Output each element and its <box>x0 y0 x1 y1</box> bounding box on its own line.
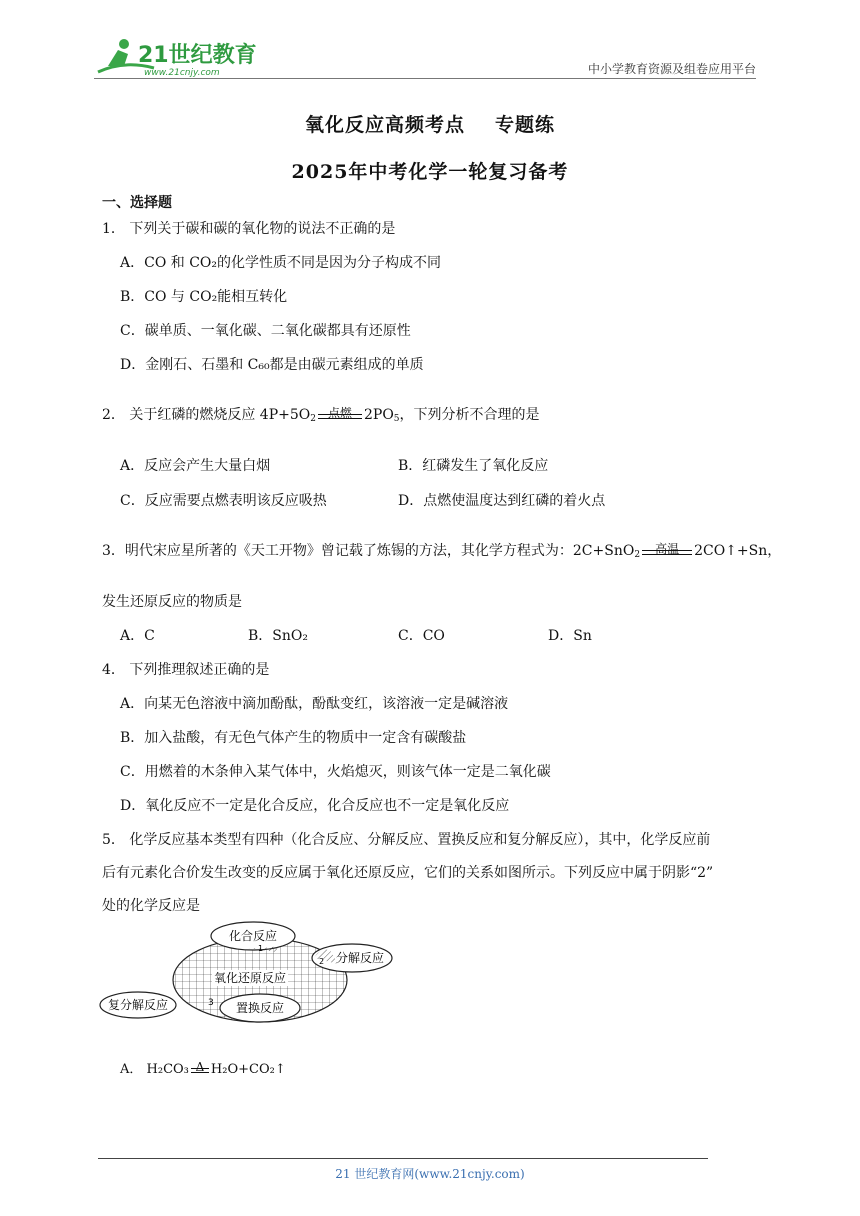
question-2-option-b[interactable]: B．红磷发生了氧化反应 <box>398 458 549 474</box>
footer-link[interactable]: 21 世纪教育网(www.21cnjy.com) <box>335 1167 525 1181</box>
site-logo <box>94 36 264 80</box>
question-1-option-c[interactable]: C．碳单质、一氧化碳、二氧化碳都具有还原性 <box>120 323 411 339</box>
question-5-stem-3: 处的化学反应是 <box>102 898 200 914</box>
question-5-option-a[interactable]: A． H₂CO₃ Δ H₂O+CO₂↑ <box>120 1060 286 1077</box>
question-2-option-a[interactable]: A．反应会产生大量白烟 <box>120 458 271 474</box>
logo-url: www.21cnjy.com <box>144 68 220 78</box>
question-4-option-a[interactable]: A．向某无色溶液中滴加酚酞，酚酞变红，该溶液一定是碱溶液 <box>120 696 509 712</box>
question-5-stem-2: 后有元素化合价发生改变的反应属于氧化还原反应，它们的关系如图所示。下列反应中属于阴影“2” <box>102 865 714 881</box>
svg-text:2: 2 <box>319 957 325 966</box>
svg-text:化合反应: 化合反应 <box>228 929 278 943</box>
question-1-option-d[interactable]: D．金刚石、石墨和 C₆₀都是由碳元素组成的单质 <box>120 357 424 373</box>
question-2-stem: 2． 关于红磷的燃烧反应 $4P+5O_2$ 点燃 $2PO_5$，下列分析不合理的是 <box>102 406 540 424</box>
svg-text:复分解反应: 复分解反应 <box>107 998 169 1012</box>
document-subtitle: 2025年中考化学一轮复习备考 <box>291 161 569 183</box>
header-platform-text: 中小学教育资源及组卷应用平台 <box>587 62 756 76</box>
svg-text:分解反应: 分解反应 <box>335 951 385 965</box>
question-2-option-c[interactable]: C．反应需要点燃表明该反应吸热 <box>120 493 327 509</box>
question-4-stem: 4． 下列推理叙述正确的是 <box>102 662 270 678</box>
question-4-option-b[interactable]: B．加入盐酸，有无色气体产生的物质中一定含有碳酸盐 <box>120 730 467 746</box>
footer-divider <box>98 1158 708 1159</box>
section-heading: 一、选择题 <box>102 195 172 211</box>
svg-text:3: 3 <box>208 998 214 1008</box>
question-1-option-b[interactable]: B．CO 与 CO₂能相互转化 <box>120 289 288 305</box>
question-3-option-c[interactable]: C．CO <box>398 628 445 644</box>
question-5-stem-1: 5． 化学反应基本类型有四种（化合反应、分解反应、置换反应和复分解反应），其中，化学反应前 <box>102 832 711 848</box>
question-1-option-a[interactable]: A．CO 和 CO₂的化学性质不同是因为分子构成不同 <box>120 255 442 271</box>
question-4-option-d[interactable]: D．氧化反应不一定是化合反应，化合反应也不一定是氧化反应 <box>120 798 510 814</box>
question-3-stem: 3．明代宋应星所著的《天工开物》曾记载了炼锡的方法，其化学方程式为：2C+SnO$_2$ 高温 2CO↑+Sn， <box>102 542 782 560</box>
svg-text:1: 1 <box>258 944 264 953</box>
question-3-option-b[interactable]: B．SnO₂ <box>248 628 308 644</box>
question-1-stem: 1． 下列关于碳和碳的氧化物的说法不正确的是 <box>102 221 396 237</box>
reaction-type-venn-diagram <box>98 918 398 1028</box>
document-title: 氧化反应高频考点 专题练 <box>304 114 556 136</box>
question-3-stem-2: 发生还原反应的物质是 <box>102 594 242 610</box>
question-3-option-d[interactable]: D．Sn <box>548 628 592 644</box>
svg-text:氧化还原反应: 氧化还原反应 <box>213 971 287 985</box>
question-4-option-c[interactable]: C．用燃着的木条伸入某气体中，火焰熄灭，则该气体一定是二氧化碳 <box>120 764 551 780</box>
question-2-option-d[interactable]: D．点燃使温度达到红磷的着火点 <box>398 493 606 509</box>
svg-text:置换反应: 置换反应 <box>235 1001 285 1015</box>
logo-text: 21世纪教育 <box>138 43 257 68</box>
header-divider <box>94 78 756 79</box>
question-3-option-a[interactable]: A．C <box>120 628 155 644</box>
